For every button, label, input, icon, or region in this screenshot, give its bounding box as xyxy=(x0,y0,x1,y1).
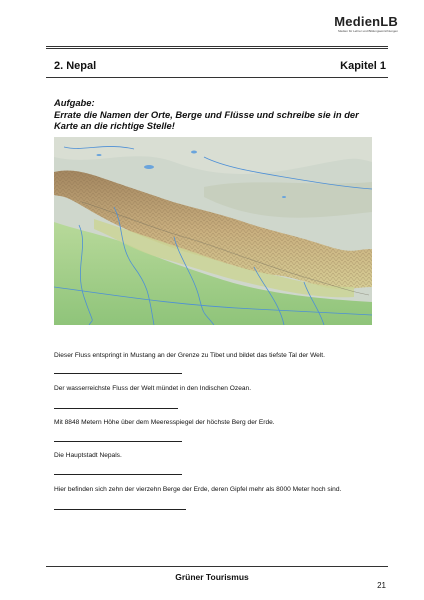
answer-line-1[interactable] xyxy=(54,373,182,374)
task-text: Errate die Namen der Orte, Berge und Flüsse und schreibe sie in der Karte an die richtige Stelle! xyxy=(54,108,359,131)
answer-line-3[interactable] xyxy=(54,441,182,442)
header-rule-bottom xyxy=(46,48,388,49)
footer-title: Grüner Tourismus xyxy=(175,572,249,582)
task-heading: Aufgabe: xyxy=(54,97,95,108)
answer-line-4[interactable] xyxy=(54,474,182,475)
chapter-rule xyxy=(46,77,388,78)
header-rule-top xyxy=(46,46,388,47)
question-2: Der wasserreichste Fluss der Welt mündet in den Indischen Ozean. xyxy=(54,385,252,392)
logo-subtitle: Medien für Lehrer und Bildungseinrichtungen xyxy=(338,29,398,33)
question-3: Mit 8848 Metern Höhe über dem Meeresspiegel der höchste Berg der Erde. xyxy=(54,419,275,426)
question-5: Hier befinden sich zehn der vierzehn Berge der Erde, deren Gipfel mehr als 8000 Meter hoch sind. xyxy=(54,486,342,493)
chapter-label: Kapitel 1 xyxy=(340,60,386,72)
page-number: 21 xyxy=(377,581,386,590)
question-1: Dieser Fluss entspringt in Mustang an der Grenze zu Tibet und bildet das tiefste Tal der Welt. xyxy=(54,352,325,359)
chapter-title: 2. Nepal xyxy=(54,60,97,72)
footer-rule xyxy=(46,566,388,567)
answer-line-2[interactable] xyxy=(54,408,178,409)
task-block xyxy=(54,97,384,132)
nepal-relief-map xyxy=(54,137,372,325)
publisher-logo xyxy=(334,14,398,33)
question-4: Die Hauptstadt Nepals. xyxy=(54,452,122,459)
logo-text: MedienLB xyxy=(334,14,398,29)
answer-line-5[interactable] xyxy=(54,509,186,510)
